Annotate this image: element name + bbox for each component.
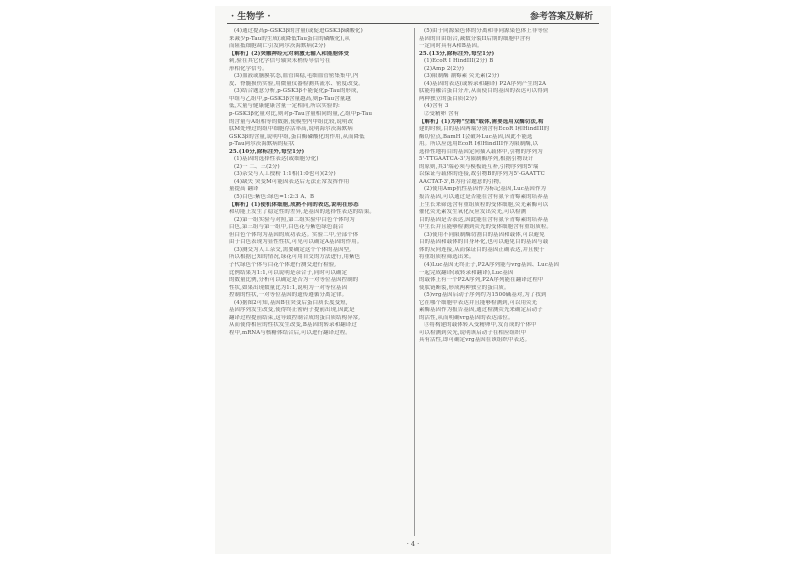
text-line: 的数量比例,分析可以确定是否为一对等位基因控制的 [229, 277, 359, 284]
text-line: 而阻抵细胞凋亡引发阿尔茨海默病(2分) [229, 43, 326, 50]
text-line: (3)血液或脑膜状态,血管围稳,毛细血管密集集中,内 [234, 73, 359, 80]
text-line: 酶切位点,BamH I会破坏Luc基因,因此不能选 [419, 133, 533, 140]
text-line: 催化荧光素发生氧化反应发出荧光,可以检测 [419, 209, 527, 216]
text-line: (2)使用Amp抗性基因作为标记基因,Luc基因作为 [424, 186, 547, 193]
text-line: 由于白色表现为显性性状,可见可以确定A基因的作用。 [229, 239, 363, 246]
text-line: 可以检测到荧光,说明该启动子在相应组织中 [419, 329, 527, 336]
text-line: 目的基因和载体的自身环化,也可以避免目的基因与载 [419, 239, 549, 246]
text-line: 量提高 翻译 [229, 186, 259, 193]
text-line: 皮、脊髓损伤实验,用微量仪器检测其流水、密度改变。 [229, 80, 364, 87]
text-line: (3)结合题意分析,p-GSK3β不能促化p-Tau的形成, [234, 88, 359, 95]
text-line: (5)白色:紫色:绿色=1:2:3 A、B [234, 194, 315, 201]
text-line: p-GSK3β化量对比,则对p-Tau含量相同的量,乙组中p-Tau [229, 111, 373, 118]
page-number: · 4 · [406, 540, 420, 548]
text-line: ③将构建的载体转入受精卵中,发育成的个体中 [424, 322, 537, 329]
text-line: 以保证与载体的连接,故引物B的序列为5'-GAATTC [419, 171, 545, 178]
text-line: 【解析】(1)使机体细胞,成熟不同的表达,说明在形态 [229, 201, 359, 208]
header-rule [227, 23, 599, 24]
text-line: (2)一 二、三(2分) [234, 163, 280, 170]
text-line: 肽M处理过的组中细胞存活率高,说明海尔茨海默病 [229, 126, 353, 133]
text-line: 报告基因,可以通过是否能在含有氨苄青霉素的培养基 [419, 194, 549, 201]
text-line: 性状,如果出现数量比为1:1,说明为一对等位基因 [229, 284, 348, 291]
text-line: 目的基因是否表达,因此能在含有氨苄青霉素的培养基 [419, 216, 549, 223]
text-line: (1)EcoR I HindIII(2分) B [424, 58, 494, 65]
text-line: ②受精卵 含有 [424, 111, 460, 118]
text-line: (4)基因的表达(或转录和翻译) P2A序列产生的2A [424, 80, 547, 87]
text-line: 【解析】(1)为将"空载"载体,需要选用双酶切法,构 [419, 118, 544, 125]
text-line: 一定同时具有A和B基因。 [419, 43, 483, 50]
text-line: (2)Amp 2(2分) [424, 65, 465, 72]
text-line: 从而使得相应的性状发生改变,B基因的转录和翻译过 [229, 322, 357, 329]
text-line: 子代绿色个体与白花个体进行测交进行检验, [229, 261, 337, 268]
text-line: 低,大量与健康健康含量一定相同,所以实验的: [229, 103, 340, 110]
text-line: (3)限制酶 潮霉素 荧光素(2分) [424, 73, 500, 80]
text-line: 但白色个体均为基因的成功表达。实验二中,全部个体 [229, 231, 359, 238]
text-line: 肽能将融合蛋白分开,从而使目的基因的表达可以得到 [419, 88, 549, 95]
text-line: AACTAT-3',B为符合题意的引物。 [419, 178, 505, 185]
text-line: 翻译过程提前结束,这导致控制合成的蛋白质结构异常, [229, 314, 361, 321]
text-line: 建的时候,目的基因两端分别含有EcoR I和HindIII的 [419, 126, 550, 133]
text-line: 的活性,从而明确vrg基因的表达部位。 [419, 314, 514, 321]
text-line: 具有活性,即可确定vrg基因在该组织中表达。 [419, 337, 531, 344]
text-line: 程中,mRNA与核糖体结合后,可以进行翻译过程。 [229, 329, 351, 336]
text-line: 体的反向连接,从而保证目的基因正确表达,并且便于 [419, 246, 545, 253]
text-line: 上生长来筛选含有重组质粒的受体细胞,荧光素酶可以 [419, 201, 549, 208]
text-line: (4)缺失 突变M可能因表达后无法正常发挥作用 [234, 178, 350, 185]
text-line: 两种独立的蛋白质(2分) [419, 95, 477, 102]
text-line: 它在哪个细胞中表达并且能够检测到,可以用荧光 [419, 299, 538, 306]
text-line: (5)vrg基因启动子序列约为1500碱基对,为了找到 [424, 292, 547, 299]
text-line: 5'-TTGAATCA-3'为限制酶序列,根据引物设计 [419, 156, 534, 163]
text-line: 的原则,其3'端必须与模板链互补,引物序列的5'端 [419, 163, 539, 170]
text-line: 控制的性状,一对等位基因的遗传遵循分离定律。 [229, 292, 348, 299]
text-line: (3)杂交与人工授粉 1:1相(1:0也可)(2分) [234, 171, 336, 178]
text-line: (2)第一组实验与对照,第二组实验中白色个体均为 [234, 216, 355, 223]
left-text-column [229, 28, 412, 337]
text-line: (4)据图2可知,基因B在突变后蛋白质长度变短, [234, 299, 348, 306]
text-line: 基因的自由组合,减数分裂II后期的细胞中含有 [419, 35, 531, 42]
text-line: 使肽链断裂,形成两种独立的蛋白质。 [419, 284, 510, 291]
text-line: 素酶基因作为报告基因,通过检测荧光来确定启动子 [419, 307, 543, 314]
text-line: 的含量与A组相等的数据,使模型内甲组比较,说明改 [229, 118, 354, 125]
right-text-column [419, 28, 602, 345]
text-line: 将重组质粒筛选出来。 [419, 254, 475, 261]
text-line: 中生长并且能够检测到荧光的受体细胞含有重组质粒。 [419, 224, 552, 231]
text-line: (5)由于同源染色体的分离和非同源染色体上非等位 [424, 28, 549, 34]
text-line: GSK3β的含量,说明甲组,蛋白酶磷酸化的作用,从而降低 [229, 133, 365, 140]
text-line: 选择性地将目的基因定向插入载体中,引物的序列为 [419, 148, 543, 155]
text-line: (4)通过提高p-GSK3β的含量(或促进GSK3β磷酸化) [234, 28, 363, 34]
text-line: 25.(10分,除标注外,每空1分) [229, 148, 305, 155]
text-line: 和功能上发生了稳定性的差异,是基因的选择性表达的结果。 [229, 209, 375, 216]
text-line: 所以根据已知的情况,绿花可用自交的方法进行,用紫色 [229, 254, 361, 261]
text-line: 一起完成翻译(或转录和翻译),Luc基因 [419, 269, 514, 276]
text-line: 甲组与乙组中,p-GSK3β含量越高,则p-Tau含量越 [229, 95, 351, 102]
page-header-subject: · 生物学 · [231, 12, 271, 22]
text-line: p-Tau阿尔茨海默病的症状 [229, 141, 295, 148]
text-line: (3)测交为人工杂交,需要确定这个个体的基因型, [234, 246, 352, 253]
text-line: (3)使用不同限制酶切割目的基因和载体,可以避免 [424, 231, 545, 238]
text-line: 【解析】(2)突触神经元对刺激无输入和能胞体受 [229, 50, 350, 57]
text-line: (4)Luc基因无终止子,P2A序列能与vrg基因、Luc基因 [424, 261, 560, 268]
text-line: 比例结果为1:1,可以说明是杂合子,同时可以确定 [229, 269, 348, 276]
text-line: 的载体上有一个P2A序列,P2A序列能在翻译过程中 [419, 277, 544, 284]
document-page [215, 6, 611, 554]
text-line: 刺,验在其它化学信号轴突末梢传导信号在 [229, 58, 331, 65]
column-divider [414, 28, 415, 536]
text-line: 用。所以应选用EcoR I和HindIII作为限制酶,以 [419, 141, 539, 148]
text-line: 基因序列发生改变,使得终止密码子提前出现,因此是 [229, 307, 355, 314]
text-line: (4)含有 3 [424, 103, 449, 110]
text-line: 形相化学信号。 [229, 65, 268, 72]
page-header-title: 参考答案及解析 [529, 12, 593, 22]
text-line: 来减少p-Tau的生成(或降低Tau蛋白的磷酸化),从 [229, 35, 351, 42]
text-line: 25.(13分,除标注外,每空1分) [419, 50, 495, 57]
text-line: (1)基因的选择性表达(或细胞分化) [234, 156, 319, 163]
text-line: 白色,第三组与第一组中,白色花与紫色绿色混合 [229, 224, 344, 231]
